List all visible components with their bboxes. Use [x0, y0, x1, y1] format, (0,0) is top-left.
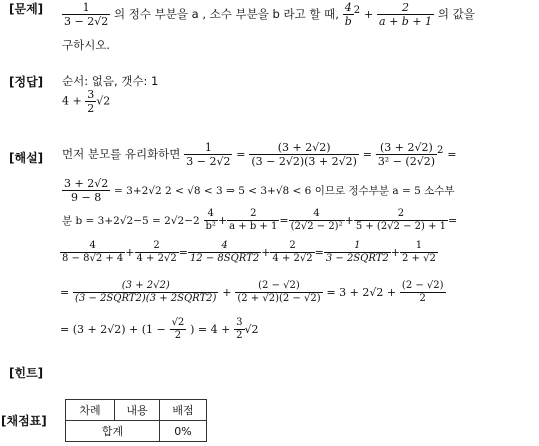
- equals-sign: =: [362, 148, 372, 161]
- solution-fraction: [400, 241, 438, 264]
- solution-line-1: [62, 142, 456, 167]
- solution-fraction: [184, 142, 232, 167]
- fraction-denominator: (3 − 2SQRT2)(3 + 2SQRT2): [75, 293, 217, 304]
- fraction-numerator: 4: [289, 209, 345, 221]
- fraction-denominator: 2: [87, 102, 95, 115]
- grading-table: [65, 399, 207, 442]
- problem-line-2: 구하시오.: [62, 38, 111, 52]
- fraction-denominator: 12 − 8SQRT2: [189, 253, 260, 264]
- fraction-numerator: (2 − √2): [235, 281, 322, 293]
- solution-line-3: 분 b = 3+2√2−5 = 2√2−2 $\frac{4}{\text{b²}}$ + $\frac{2}{a + b + 1}$ = $\frac{4}{\text{(2√2 − 2)²}}$ + $\frac{2}{5 + (2√2 - 2) + 1}$ =: [62, 208, 458, 232]
- fraction-numerator: 1: [400, 241, 438, 253]
- equals-sign: =: [279, 214, 289, 227]
- fraction-numerator: (2 − √2): [401, 280, 444, 291]
- fraction-numerator: 4: [60, 241, 125, 253]
- fraction-denominator: 3 − 2SQRT2: [325, 253, 389, 264]
- plus-sign: +: [363, 8, 374, 21]
- solution-line-2: [62, 178, 455, 203]
- fraction-denominator: 3 − 2√2: [64, 15, 109, 28]
- solution-fraction: [170, 318, 187, 341]
- fraction-numerator: 2: [270, 241, 314, 253]
- fraction-numerator: 2: [227, 209, 279, 221]
- fraction-denominator: (2√2 − 2)²: [290, 221, 343, 232]
- problem-label: [문제]: [9, 2, 44, 16]
- fraction-denominator: 4 + 2√2: [136, 253, 177, 264]
- fraction-numerator: 1: [324, 241, 391, 253]
- solution-line-4: $\frac{4}{8 - 8√2 + 4}$ + $\frac{2}{4 + 2√2}$ = $\frac{4}{\text{12 − 8SQRT2}}$ + $\frac{2}{4 + 2√2}$ = $\frac{1}{\text{3 − 2SQRT2}}$ + $\frac{1}{2 + √2}$: [62, 240, 436, 264]
- solution-text: 먼저 분모를 유리화하면: [62, 147, 181, 161]
- fraction-numerator: 3: [236, 317, 243, 328]
- problem-text: 의 정수 부분을 a , 소수 부분을 b 라고 할 때,: [114, 7, 339, 21]
- answer-order-count: 순서: 없음, 갯수: 1: [62, 74, 159, 88]
- solution-fraction: [376, 142, 437, 167]
- fraction-numerator: (3 + 2√2): [376, 142, 437, 155]
- fraction-numerator: 1: [62, 2, 110, 15]
- fraction-denominator: 2: [419, 293, 426, 304]
- fraction-denominator: (3 − 2√2)(3 + 2√2): [251, 155, 357, 168]
- problem-fraction-2: [343, 2, 354, 27]
- solution-text: = 3+2√2 2 < √8 < 3 ⇒ 5 < 3+√8 < 6 이므로 정수부분 a = 5 소수부: [114, 185, 455, 197]
- solution-fraction: [234, 318, 244, 341]
- solution-fraction: [62, 178, 110, 203]
- solution-text: √2: [244, 323, 259, 336]
- hint-label: [힌트]: [9, 366, 44, 380]
- equals-sign: =: [448, 214, 458, 227]
- fraction-denominator: 4 + 2√2: [272, 253, 313, 264]
- problem-fraction-1: [62, 2, 110, 27]
- fraction-numerator: 4: [188, 241, 261, 253]
- solution-fraction: [249, 142, 359, 167]
- solution-line-5: = $\frac{(3 + 2√2)}{\text{(3 − 2SQRT2)(3 + 2SQRT2)}}$ + $\frac{(2 - √2)}{(2 + √2)(2 - √2)}$ = 3 + 2√2 + $\frac{(2 - √2)}{2}$: [60, 280, 444, 304]
- fraction-denominator: 9 − 8: [71, 191, 102, 204]
- solution-label: [해설]: [9, 151, 44, 165]
- fraction-numerator: 4: [343, 2, 354, 15]
- answer-value: [62, 89, 110, 114]
- fraction-numerator: (3 + 2√2): [73, 281, 218, 293]
- equals-sign: =: [178, 246, 188, 259]
- fraction-denominator: 2: [236, 330, 243, 341]
- answer-prefix: 4 +: [62, 94, 82, 108]
- table-header-cell: 차례: [66, 400, 115, 421]
- grading-label: [채점표]: [1, 414, 47, 428]
- solution-text: = (3 + 2√2) + (1 −: [60, 323, 166, 336]
- solution-fraction: [235, 281, 322, 304]
- fraction-denominator: 2 + √2: [401, 253, 436, 264]
- equals-sign: =: [236, 148, 246, 161]
- total-label-cell: 합계: [66, 421, 160, 442]
- exponent: 2: [353, 5, 361, 16]
- fraction-denominator: (2 + √2)(2 − √2): [237, 293, 321, 304]
- solution-fraction: [289, 209, 345, 232]
- fraction-numerator: 2: [377, 2, 434, 15]
- fraction-numerator: 2: [135, 241, 179, 253]
- solution-text: = 3 + 2√2 +: [326, 286, 397, 299]
- fraction-numerator: (3 + 2√2): [249, 142, 359, 155]
- solution-fraction: [270, 241, 314, 264]
- total-value-cell: 0%: [160, 421, 207, 442]
- solution-fraction: [324, 241, 391, 264]
- table-header-cell: 배점: [160, 400, 207, 421]
- fraction-numerator: 3: [87, 88, 95, 101]
- fraction-denominator: b: [344, 15, 352, 28]
- exponent: 2: [437, 145, 444, 156]
- equals-sign: =: [314, 246, 324, 259]
- equals-sign: =: [60, 286, 70, 299]
- fraction-numerator: 2: [354, 209, 448, 221]
- fraction-numerator: 3 + 2√2: [64, 177, 109, 190]
- solution-line-6: [60, 318, 259, 341]
- fraction-numerator: 4: [204, 209, 218, 221]
- equals-sign: =: [447, 148, 457, 161]
- answer-label: [정답]: [9, 75, 44, 89]
- answer-fraction: [85, 89, 96, 114]
- problem-text-end: 의 값을: [437, 7, 475, 21]
- fraction-denominator: a + b + 1: [229, 221, 278, 232]
- problem-fraction-3: [377, 2, 434, 27]
- solution-fraction: [227, 209, 279, 232]
- table-header-cell: 내용: [115, 400, 160, 421]
- solution-text: 분 b = 3+2√2−5 = 2√2−2: [62, 215, 200, 227]
- fraction-denominator: 2: [174, 330, 182, 341]
- fraction-denominator: 5 + (2√2 − 2) + 1: [355, 221, 447, 232]
- solution-fraction: [73, 281, 218, 304]
- fraction-denominator: 3² − (2√2): [377, 155, 436, 168]
- fraction-denominator: b²: [205, 221, 216, 232]
- fraction-denominator: a + b + 1: [379, 15, 433, 28]
- fraction-denominator: 3 − 2√2: [186, 155, 231, 168]
- solution-fraction: [135, 241, 179, 264]
- fraction-numerator: 1: [184, 142, 232, 155]
- solution-fraction: [400, 281, 446, 304]
- table-row: [66, 400, 207, 421]
- table-row: [66, 421, 207, 442]
- solution-fraction: [204, 209, 218, 232]
- answer-suffix: √2: [96, 94, 111, 108]
- problem-line-1: [62, 2, 475, 27]
- solution-fraction: [188, 241, 261, 264]
- fraction-denominator: 8 − 8√2 + 4: [62, 253, 124, 264]
- solution-fraction: [60, 241, 125, 264]
- solution-text: ) = 4 +: [190, 323, 231, 336]
- fraction-numerator: √2: [171, 317, 185, 328]
- solution-fraction: [354, 209, 448, 232]
